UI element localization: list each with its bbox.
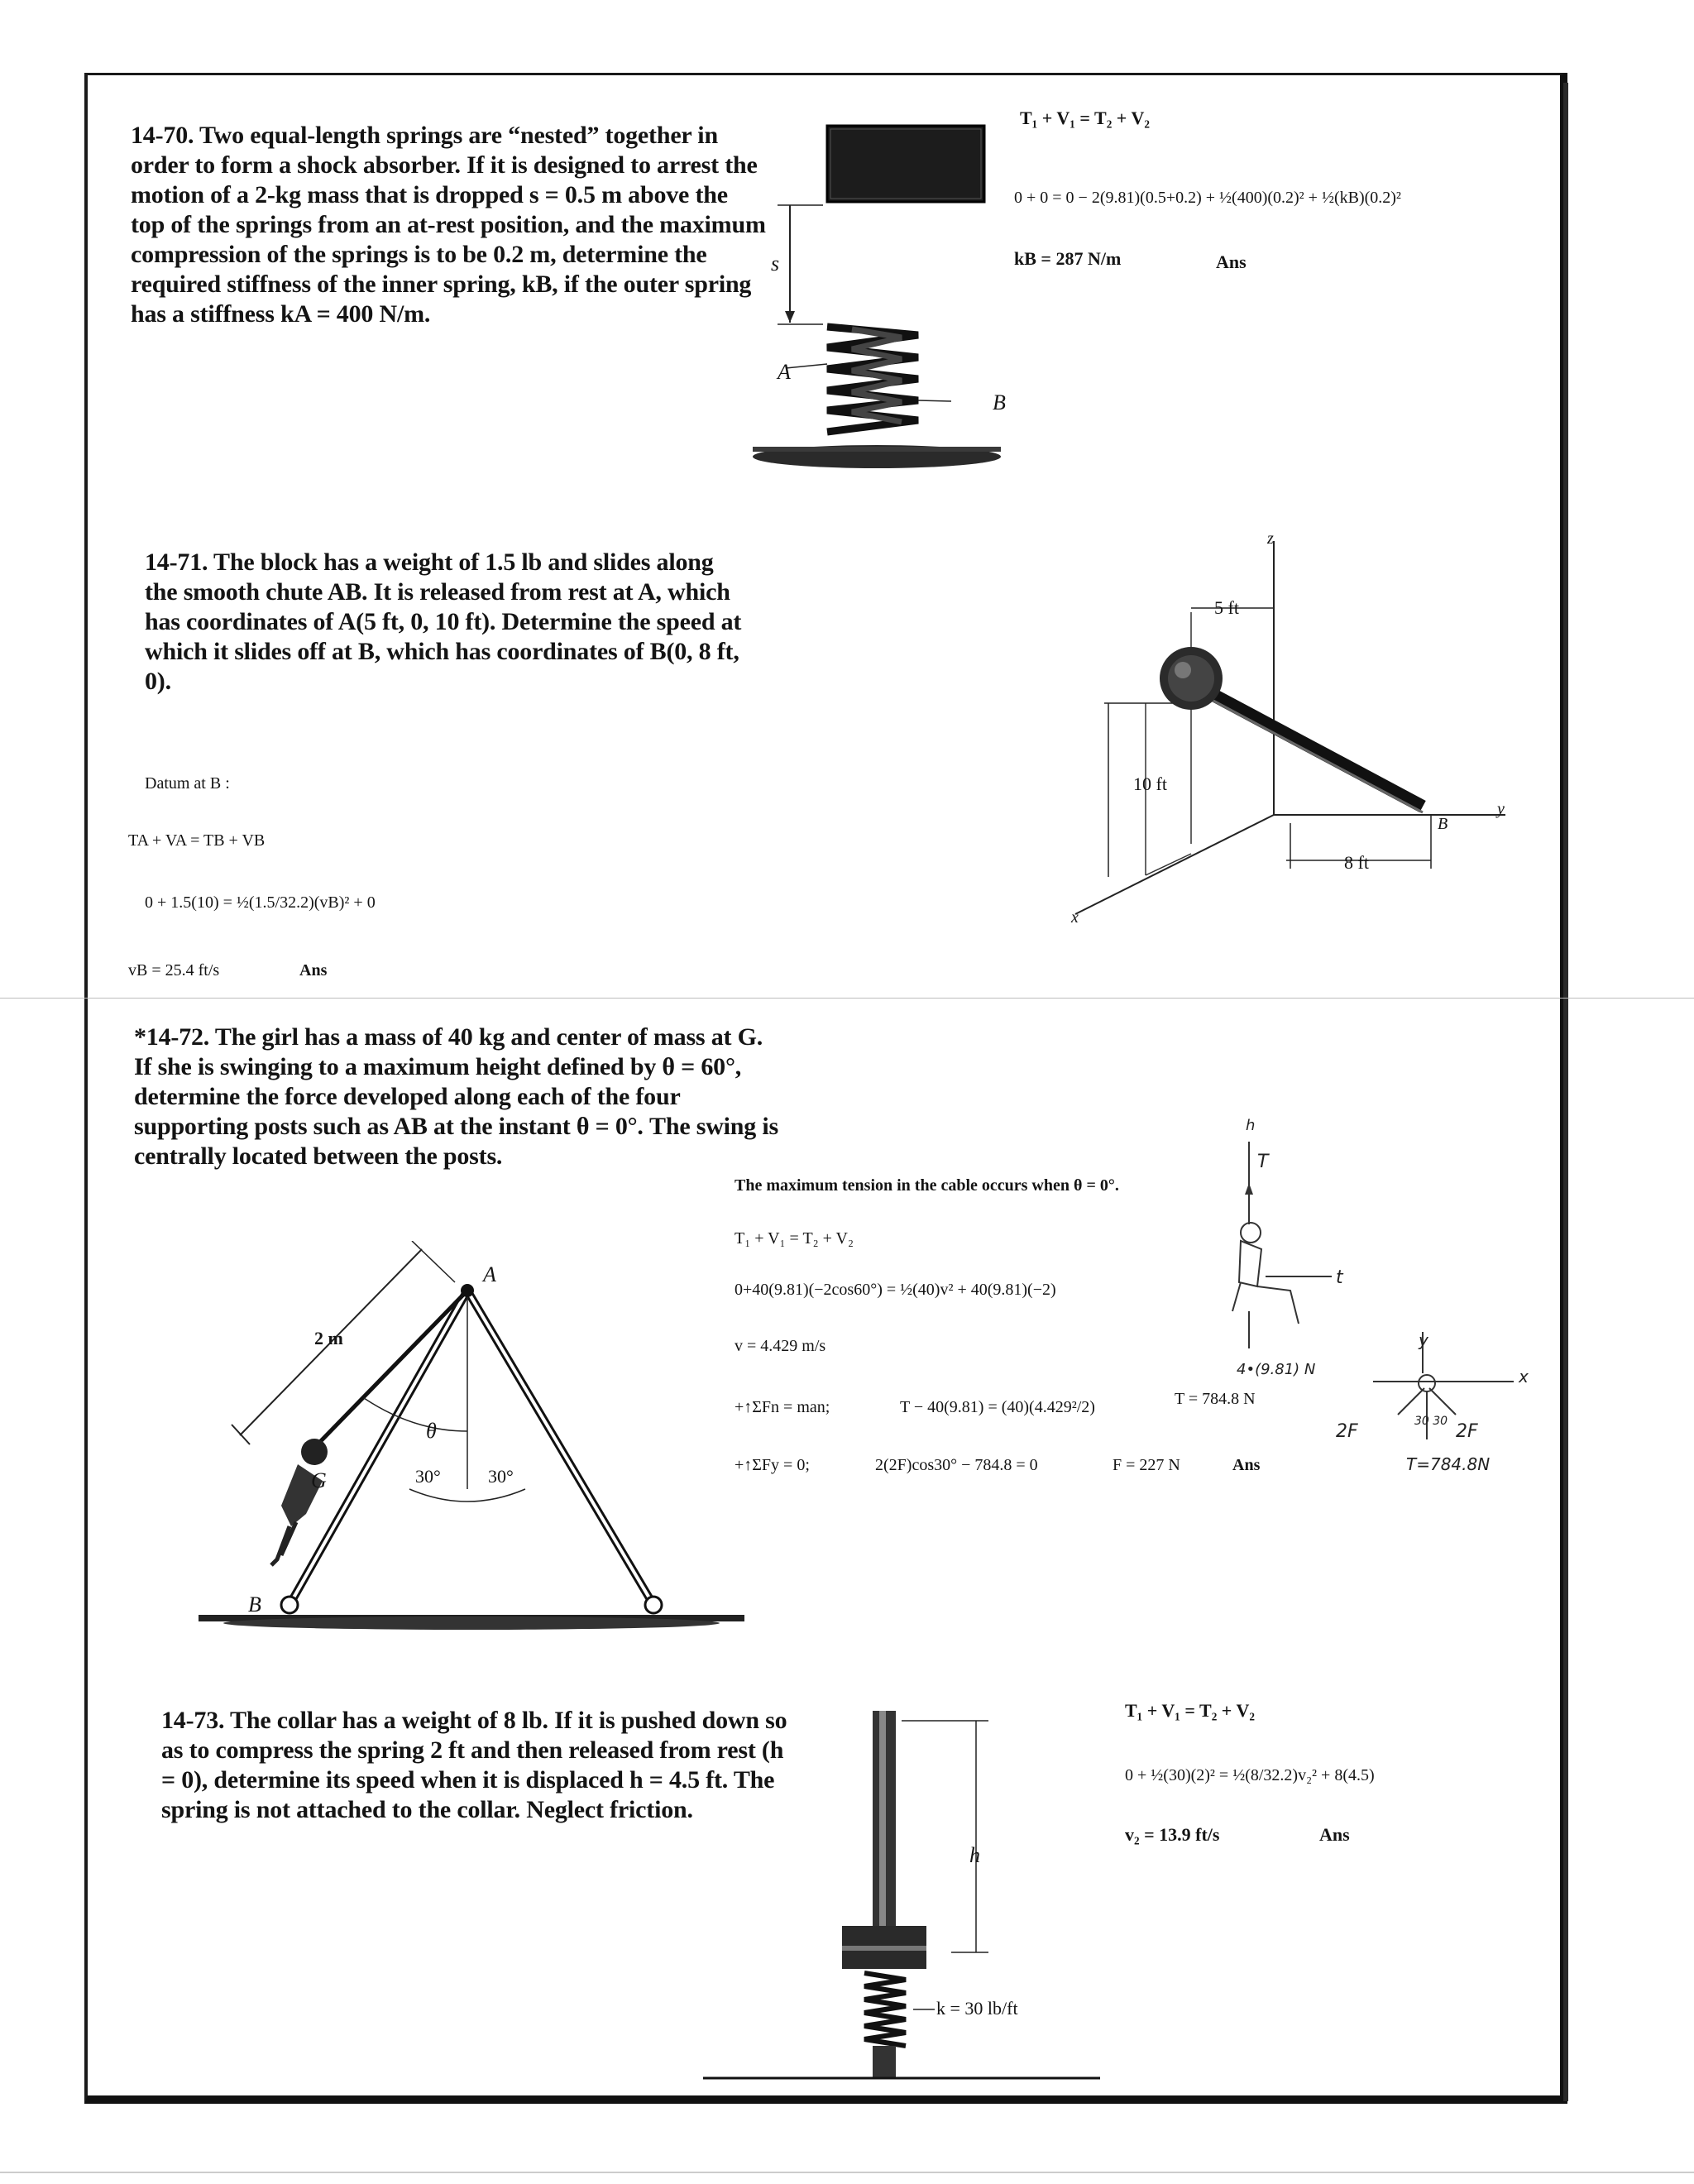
p71-datum: Datum at B : — [145, 774, 230, 793]
p72-eq4a: +↑ΣFn = man; — [735, 1398, 830, 1416]
scan-line — [0, 998, 1694, 999]
dim-10ft: 10 ft — [1133, 774, 1167, 794]
p72-eq2: 0+40(9.81)(−2cos60°) = ½(40)v² + 40(9.81)(−2) — [735, 1281, 1056, 1299]
fbd-sketch — [1208, 1125, 1538, 1473]
label-a: A — [778, 360, 791, 384]
hand-t-small: t — [1336, 1267, 1343, 1288]
label-g: G — [311, 1468, 327, 1492]
label-30-right: 30° — [488, 1466, 514, 1487]
label-b: B — [993, 390, 1006, 414]
label-y: y — [1497, 800, 1505, 818]
scan-line — [0, 2172, 1694, 2173]
dim-5ft: 5 ft — [1214, 597, 1239, 618]
p72-eq4c: T = 784.8 N — [1175, 1390, 1256, 1408]
problem-14-71-text: 14-71. The block has a weight of 1.5 lb and slides along the smooth chute AB. It is released from rest at A, which has coordinates of A(5 ft, 0, 10 ft). Determine the speed at which it slides off at B, which has coordinates of B(0, 8 ft, 0). — [145, 548, 742, 695]
label-x: x — [1071, 908, 1079, 927]
p72-eq4b: T − 40(9.81) = (40)(4.429²/2) — [900, 1398, 1095, 1416]
label-b: B — [1438, 815, 1448, 833]
p72-eq3: v = 4.429 m/s — [735, 1337, 826, 1355]
page-frame-shadow — [1563, 83, 1568, 2101]
label-z: z — [1267, 529, 1274, 548]
p70-ans: Ans — [1216, 251, 1247, 272]
label-a: A — [483, 1262, 496, 1286]
hand-2f-right: 2F — [1456, 1421, 1478, 1442]
problem-14-70-text: 14-70. Two equal-length springs are “nested” together in order to form a shock absorber. If it is designed to arrest the motion of a 2-kg mass that is dropped s = 0.5 m above the top of the springs from an at-rest position, and the maximum compression of the springs is to be 0.2 m, determine the required stiffness of the inner spring, kB, if the outer spring has a stiffness kA = 400 N/m. — [131, 122, 766, 328]
chute-figure — [1059, 529, 1522, 943]
p73-eq2: 0 + ½(30)(2)² = ½(8/32.2)v₂² + 8(4.5) — [1125, 1766, 1375, 1784]
p70-eq1: T₁ + V₁ = T₂ + V₂ — [1020, 108, 1150, 128]
swing-figure — [199, 1241, 761, 1638]
label-spring-k: k = 30 lb/ft — [936, 1998, 1018, 2019]
collar-figure — [703, 1704, 1117, 2101]
hand-t: T — [1257, 1152, 1269, 1172]
p70-eq2: 0 + 0 = 0 − 2(9.81)(0.5+0.2) + ½(400)(0.2)² + ½(kB)(0.2)² — [1014, 189, 1401, 207]
p73-result: v₂ = 13.9 ft/s — [1125, 1824, 1220, 1845]
label-h: h — [969, 1843, 980, 1867]
hand-weight: 4•(9.81) N — [1237, 1361, 1316, 1378]
hand-tension: T=784.8N — [1406, 1454, 1491, 1474]
label-b: B — [248, 1592, 261, 1616]
dim-8ft: 8 ft — [1344, 852, 1369, 873]
label-s: s — [771, 251, 780, 275]
p72-intro: The maximum tension in the cable occurs when θ = 0°. — [735, 1176, 1119, 1195]
p71-result: vB = 25.4 ft/s — [128, 961, 220, 979]
p72-eq5b: 2(2F)cos30° − 784.8 = 0 — [875, 1456, 1038, 1474]
p71-ans: Ans — [299, 961, 328, 979]
p71-eq2: 0 + 1.5(10) = ½(1.5/32.2)(vB)² + 0 — [145, 893, 376, 912]
hand-h: h — [1246, 1117, 1256, 1134]
hand-x: x — [1519, 1367, 1529, 1387]
p70-result: kB = 287 N/m — [1014, 248, 1122, 269]
p72-ans: Ans — [1232, 1456, 1261, 1474]
p71-eq1: TA + VA = TB + VB — [128, 831, 266, 850]
p72-eq5c: F = 227 N — [1113, 1456, 1180, 1474]
p73-eq1: T₁ + V₁ = T₂ + V₂ — [1125, 1700, 1255, 1721]
hand-angles: 30 30 — [1414, 1415, 1448, 1428]
hand-2f-left: 2F — [1336, 1421, 1358, 1442]
hand-y: y — [1419, 1330, 1428, 1350]
label-theta: θ — [426, 1419, 437, 1443]
shock-absorber-figure — [744, 116, 1026, 513]
problem-14-73-text: 14-73. The collar has a weight of 8 lb. If it is pushed down so as to compress the spring 2 ft and then released from rest (h = 0), determine its speed when it is displaced h = 4.5 ft. The spring is not attached to the collar. Neglect friction. — [161, 1707, 787, 1823]
p72-eq5a: +↑ΣFy = 0; — [735, 1456, 810, 1474]
p72-eq1: T₁ + V₁ = T₂ + V₂ — [735, 1229, 854, 1248]
problem-14-72-text: *14-72. The girl has a mass of 40 kg and center of mass at G. If she is swinging to a maximum height defined by θ = 60°, determine the force developed along each of the four supporting posts such as AB at the instant θ = 0°. The swing is centrally located between the posts. — [134, 1023, 779, 1170]
label-2m: 2 m — [314, 1328, 343, 1348]
label-30-left: 30° — [415, 1466, 441, 1487]
p73-ans: Ans — [1319, 1824, 1350, 1845]
